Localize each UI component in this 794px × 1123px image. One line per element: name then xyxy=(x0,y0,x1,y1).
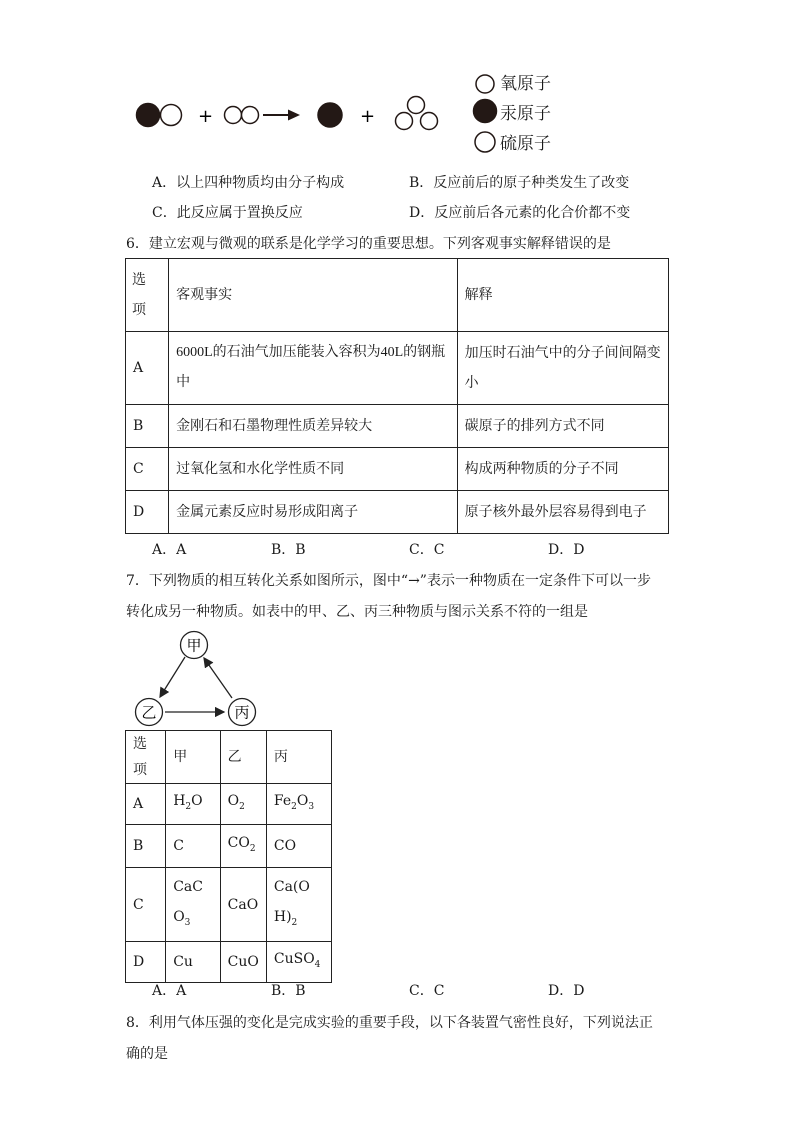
formula-cell xyxy=(166,942,220,983)
table-row xyxy=(126,942,332,983)
mercury-legend-icon xyxy=(472,98,498,124)
formula-cell xyxy=(266,784,331,825)
formula-cell xyxy=(266,868,331,942)
oxygen-atom xyxy=(225,107,242,124)
table-header-row xyxy=(126,731,332,784)
q7-table xyxy=(125,730,332,983)
q8-stem-line2: 确的是 xyxy=(126,1046,168,1062)
molecule-hgo xyxy=(137,104,182,127)
chemical-formula: $O_2$ xyxy=(227,793,245,812)
q6-option-a: A．A xyxy=(152,542,187,558)
row-fact: 过氧化氢和水化学性质不同 xyxy=(169,448,458,491)
q6-option-b: B．B xyxy=(271,542,306,558)
chemical-formula: CuO xyxy=(227,954,259,970)
sulfur-legend-icon xyxy=(473,130,497,154)
chemical-formula: $Fe_2O_3$ xyxy=(273,793,315,812)
formula-cell xyxy=(220,784,266,825)
row-fact: 金属元素反应时易形成阳离子 xyxy=(169,491,458,534)
formula-cell xyxy=(220,942,266,983)
formula-cell xyxy=(220,825,266,868)
row-option: A xyxy=(126,332,169,405)
q7-stem-line2: 转化成另一种物质。如表中的甲、乙、丙三种物质与图示关系不符的一组是 xyxy=(126,604,588,620)
q6-option-c: C．C xyxy=(409,542,445,558)
formula-cell xyxy=(220,868,266,942)
chemical-formula: CaO xyxy=(227,896,259,913)
q5-option-c: C．此反应属于置换反应 xyxy=(152,205,303,221)
row-explain: 原子核外最外层容易得到电子 xyxy=(457,491,668,534)
molecule-sulfur xyxy=(396,97,438,130)
node-yi-label: 乙 xyxy=(141,703,157,722)
sulfur-atom xyxy=(408,97,425,114)
arrow-bing-to-jia xyxy=(204,658,232,698)
q7-option-c: C．C xyxy=(409,983,445,999)
oxygen-atom xyxy=(242,107,259,124)
table-row xyxy=(126,332,669,405)
q7-stem-line1: 7．下列物质的相互转化关系如图所示，图中“→”表示一种物质在一定条件下可以一步 xyxy=(126,573,651,589)
q7-option-d: D．D xyxy=(548,983,585,999)
conversion-triangle-diagram xyxy=(128,625,263,730)
table-row xyxy=(126,448,669,491)
row-option: D xyxy=(126,942,166,983)
chemical-formula: C xyxy=(173,838,184,854)
q7-option-b: B．B xyxy=(271,983,306,999)
header-yi: 乙 xyxy=(220,731,266,784)
chemical-formula: Cu xyxy=(173,954,193,970)
header-explain: 解释 xyxy=(457,259,668,332)
row-explain: 碳原子的排列方式不同 xyxy=(457,405,668,448)
q6-stem: 6．建立宏观与微观的联系是化学学习的重要思想。下列客观事实解释错误的是 xyxy=(126,236,611,252)
row-explain: 加压时石油气中的分子间间隔变小 xyxy=(457,332,668,405)
q5-option-b: B．反应前后的原子种类发生了改变 xyxy=(409,175,630,191)
reaction-arrow xyxy=(263,110,300,121)
header-option: 选项 xyxy=(126,731,166,784)
q6-option-d: D．D xyxy=(548,542,585,558)
chemical-formula: CuSO$_4$ xyxy=(273,951,321,970)
row-option: D xyxy=(126,491,169,534)
row-option: C xyxy=(126,868,166,942)
oxygen-atom xyxy=(161,105,182,126)
table-row xyxy=(126,868,332,942)
legend-mercury-label: 汞原子 xyxy=(500,104,551,124)
plus-sign: + xyxy=(198,106,214,127)
row-option: B xyxy=(126,405,169,448)
chemical-formula: CaCO$_3$ xyxy=(173,878,203,928)
row-option: B xyxy=(126,825,166,868)
row-fact: 金刚石和石墨物理性质差异较大 xyxy=(169,405,458,448)
row-option: C xyxy=(126,448,169,491)
legend-oxygen-label: 氧原子 xyxy=(500,74,551,94)
sulfur-atom xyxy=(396,113,413,130)
q7-option-a: A．A xyxy=(152,983,187,999)
sulfur-atom xyxy=(421,113,438,130)
chemical-formula: CO xyxy=(273,838,297,854)
table-row xyxy=(126,825,332,868)
mercury-atom xyxy=(137,104,160,127)
node-bing-label: 丙 xyxy=(234,703,250,722)
q5-option-d: D．反应前后各元素的化合价都不变 xyxy=(409,205,631,221)
arrow-jia-to-yi xyxy=(160,657,185,697)
table-header-row xyxy=(126,259,669,332)
row-explain: 构成两种物质的分子不同 xyxy=(457,448,668,491)
chemical-formula: $Ca(OH)_2$ xyxy=(273,878,310,928)
formula-cell xyxy=(166,868,220,942)
formula-cell xyxy=(166,825,220,868)
molecule-o2 xyxy=(225,107,259,124)
mercury-atom xyxy=(318,103,342,127)
row-fact: 6000L的石油气加压能装入容积为40L的钢瓶中 xyxy=(169,332,458,405)
header-jia: 甲 xyxy=(166,731,220,784)
oxygen-legend-icon xyxy=(474,73,496,95)
header-bing: 丙 xyxy=(266,731,331,784)
formula-cell xyxy=(266,825,331,868)
header-option: 选项 xyxy=(126,259,169,332)
q6-table xyxy=(125,258,669,534)
q5-option-a: A．以上四种物质均由分子构成 xyxy=(152,175,345,191)
node-jia-label: 甲 xyxy=(186,636,202,655)
table-row xyxy=(126,784,332,825)
chemical-formula: $H_2O$ xyxy=(173,793,203,812)
formula-cell xyxy=(166,784,220,825)
row-option: A xyxy=(126,784,166,825)
formula-cell xyxy=(266,942,331,983)
reaction-diagram xyxy=(120,60,450,150)
chemical-formula: $CO_2$ xyxy=(227,835,256,854)
header-fact: 客观事实 xyxy=(169,259,458,332)
q8-stem-line1: 8．利用气体压强的变化是完成实验的重要手段，以下各装置气密性良好，下列说法正 xyxy=(126,1015,653,1031)
plus-sign: + xyxy=(360,106,376,127)
legend-sulfur-label: 硫原子 xyxy=(500,134,551,154)
table-row xyxy=(126,491,669,534)
table-row xyxy=(126,405,669,448)
